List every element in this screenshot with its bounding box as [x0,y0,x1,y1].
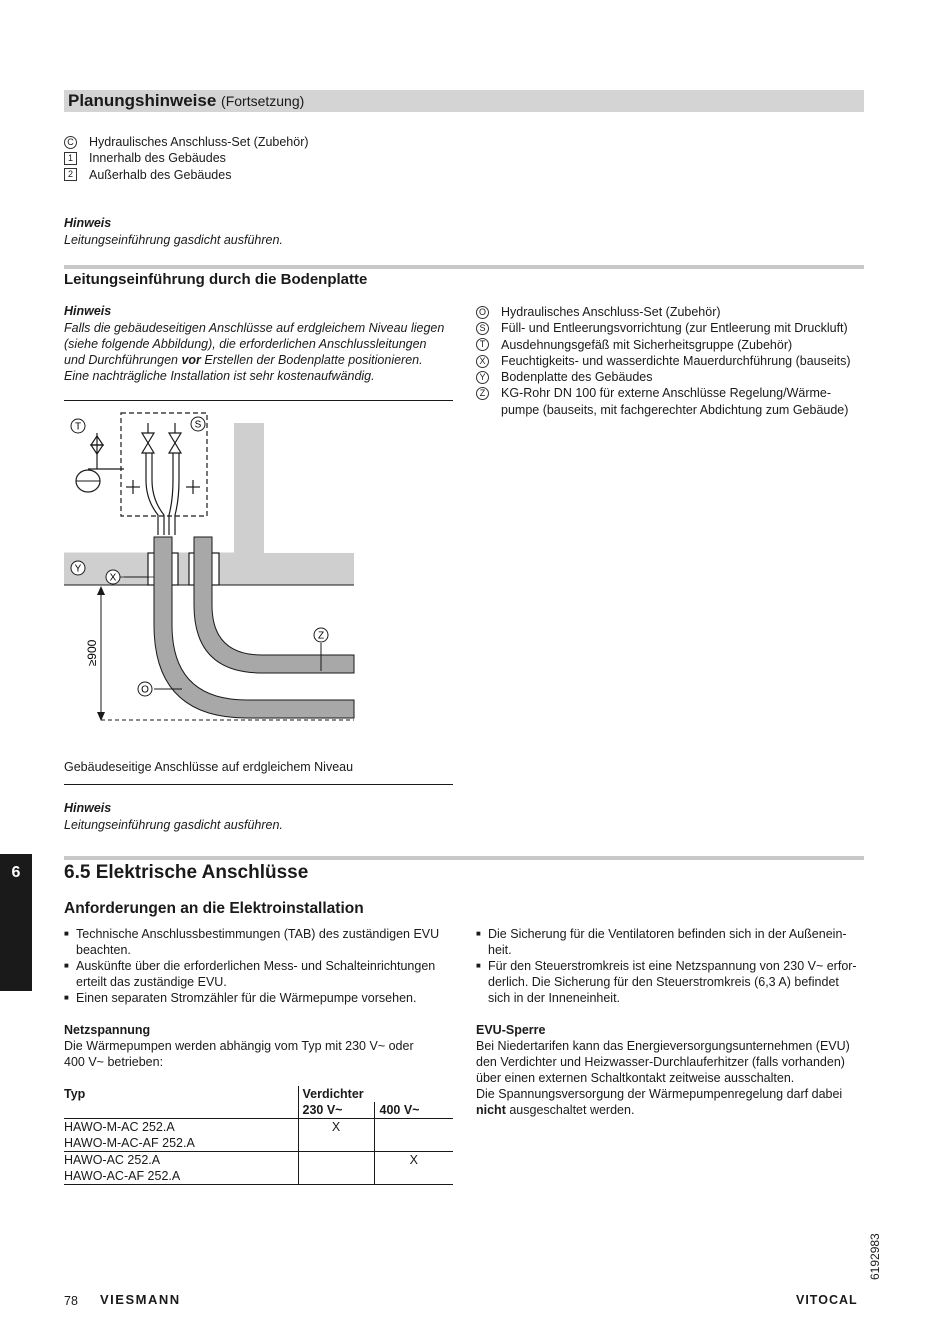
legend-floor [476,304,850,418]
section-rule [64,856,864,860]
page-header-bar [64,90,864,112]
note-body: Leitungseinführung gasdicht ausführen. [64,818,283,832]
diagram-label-o: O [141,684,149,696]
legend-mark: 1 [64,152,77,165]
evu-block: EVU-Sperre Bei Niedertarifen kann das Energieversorgungsunternehmen (EVU) den Verdichter und Heizwasser-Durchlauferhitzer (falls vorhanden) über einen externen Schaltkontakt zeitweise ausschalten. Die Spannungsversorgung der Wärmepumpenregelung darf dabei nicht ausgeschaltet werden. [476,1023,850,1117]
table-header-230: 230 V~ [298,1102,374,1119]
legend-text: Feuchtigkeits- und wasserdichte Mauerdurchführung (bauseits) [501,353,851,368]
product-name: VITOCAL [796,1293,858,1307]
table-header-typ: Typ [64,1087,86,1101]
brand-logo: VIESMANN [100,1292,181,1307]
legend-mark: O [476,306,489,319]
table-header-verdichter: Verdichter [298,1086,453,1102]
list-item: ■ Einen separaten Stromzähler für die Wärmepumpe vorsehen. [64,990,459,1006]
section-title-floor: Leitungseinführung durch die Bodenplatte [64,271,368,288]
figure-bottom-rule [64,784,453,785]
legend-text: KG-Rohr DN 100 für externe Anschlüsse Regelung/Wärme- [501,386,832,401]
legend-mark: 2 [64,168,77,181]
note-heading: Hinweis [64,216,112,230]
netzspannung-block: Netzspannung Die Wärmepumpen werden abhängig vom Typ mit 230 V~ oder 400 V~ betrieben: [64,1023,414,1069]
legend-text: Ausdehnungsgefäß mit Sicherheitsgruppe (Zubehör) [501,337,793,352]
table-row: HAWO-AC 252.A HAWO-AC-AF 252.A X [64,1152,453,1185]
note-body: Leitungseinführung gasdicht ausführen. [64,233,283,247]
floor-connection-diagram [64,405,456,735]
doc-number: 6192983 [868,1233,882,1280]
legend-text: Außerhalb des Gebäudes [89,167,232,182]
legend-text: pumpe (bauseits, mit fachgerechter Abdichtung zum Gebäude) [501,402,849,417]
doc-number-wrap [868,1233,884,1300]
page-number: 78 [64,1294,78,1308]
voltage-table [64,1086,453,1185]
list-item: ■ Auskünfte über die erforderlichen Mess- und Schalteinrichtungen erteilt das zuständige EVU. [64,958,459,990]
dimension-label: ≥900 [85,639,99,667]
fill-valve-left [142,433,154,443]
legend-text: Innerhalb des Gebäudes [89,151,226,166]
legend-top [64,134,309,183]
floor-note-heading: Hinweis [64,304,112,318]
diagram-label-s: S [194,419,202,431]
legend-mark: Z [476,387,489,400]
legend-text: Hydraulisches Anschluss-Set (Zubehör) [89,135,309,149]
legend-text: Hydraulisches Anschluss-Set (Zubehör) [501,305,721,319]
chapter-tab: 6 [0,854,32,991]
diagram-label-t: T [74,421,82,433]
page-title: Planungshinweise (Fortsetzung) [68,91,305,110]
figure-top-rule [64,400,453,401]
bullet-list-right [476,926,871,1006]
figure-caption: Gebäudeseitige Anschlüsse auf erdgleichem Niveau [64,760,354,774]
legend-text: Füll- und Entleerungsvorrichtung (zur Entleerung mit Druckluft) [501,321,848,336]
legend-text: Bodenplatte des Gebäudes [501,370,653,385]
legend-mark: X [476,355,489,368]
diagram-label-z: Z [317,630,325,642]
list-item: ■ Technische Anschlussbestimmungen (TAB) des zuständigen EVU beachten. [64,926,459,958]
list-item: ■ Für den Steuerstromkreis ist eine Netzspannung von 230 V~ erfor- derlich. Die Sicherung für den Steuerstromkreis (6,3 A) befindet sich in der Inneneinheit. [476,958,871,1006]
note-heading: Hinweis [64,801,112,815]
table-header-400: 400 V~ [374,1102,453,1119]
diagram-label-y: Y [74,563,82,575]
section-subtitle: Anforderungen an die Elektroinstallation [64,900,364,917]
list-item: ■ Die Sicherung für die Ventilatoren befinden sich in der Außenein- heit. [476,926,871,958]
legend-mark: C [64,136,77,149]
diagram-label-x: X [109,572,117,584]
table-row: HAWO-M-AC 252.A HAWO-M-AC-AF 252.A X [64,1119,453,1152]
legend-mark: S [476,322,489,335]
legend-mark: T [476,338,489,351]
section-title-electrical: 6.5 Elektrische Anschlüsse [64,862,309,883]
section-rule [64,265,864,269]
bullet-list-left [64,926,459,1006]
fill-valve-right [169,433,181,443]
floor-note-body: Falls die gebäudeseitigen Anschlüsse auf erdgleichem Niveau liegen (siehe folgende Abbildung), die erforderlichen Anschlussleitungen und Durchführungen vor Erstellen der Bodenplatte positionieren. Eine nachträgliche Installation ist sehr kostenaufwändig. [64,321,445,383]
legend-mark: Y [476,371,489,384]
